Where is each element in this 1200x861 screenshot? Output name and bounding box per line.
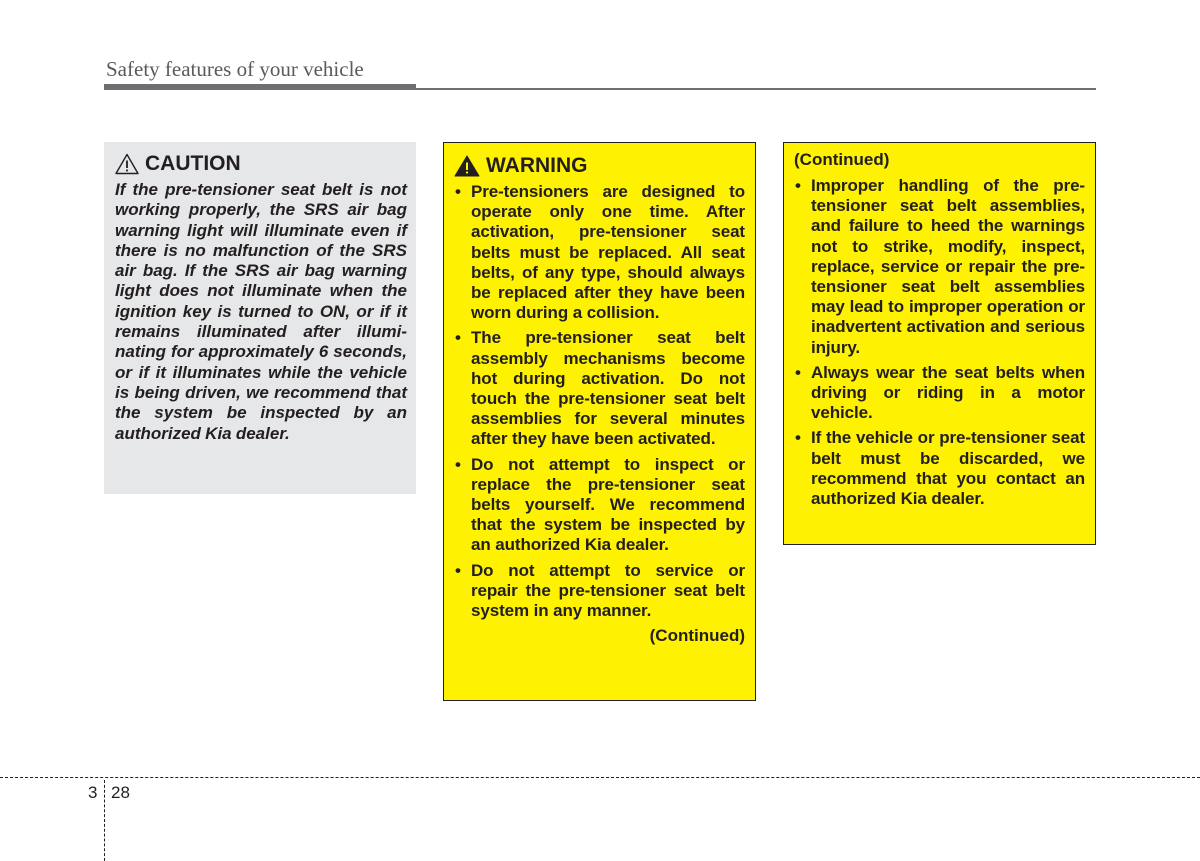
continued-label: (Continued): [649, 626, 745, 646]
caution-text: If the pre-tensioner seat belt is not working properly, the SRS air bag warning light will illuminate even if there is no malfunction of the SRS air bag. If the SRS air bag warning light does not illuminate when the ignition key is turned to ON, or if it remains illuminated after illuminating for approximately 6 seconds, or if it illuminates while the vehicle is being driven, we recommend that the system be inspected by an authorized Kia dealer.: [115, 180, 407, 443]
warning-item: • Do not attempt to inspect or replace the pre-tensioner seat belts yourself. We recommend that the system be inspected by an authorized Kia dealer.: [454, 455, 745, 556]
warning-item: • Improper handling of the pre-tensioner seat belt assemblies, and failure to heed the warnings not to strike, modify, inspect, replace, service or repair the pre-tensioner seat belt assemblies may lead to improper operation or inadvertent activation and serious injury.: [794, 176, 1085, 358]
warning-box: [443, 142, 756, 701]
continued-warning-box: [783, 142, 1096, 545]
warning-item: • The pre-tensioner seat belt assembly mechanisms become hot during activation. Do not touch the pre-tensioner seat belt assemblies for several minutes after they have been activated.: [454, 328, 745, 449]
continued-warning-list: [794, 176, 1085, 509]
caution-heading: [115, 152, 407, 176]
warning-heading: [454, 154, 745, 178]
caution-title: CAUTION: [145, 152, 241, 175]
warning-item: • Always wear the seat belts when driving or riding in a motor vehicle.: [794, 363, 1085, 424]
warning-list: [454, 182, 745, 621]
section-title: Safety features of your vehicle: [106, 57, 364, 81]
chapter-number: 3: [88, 783, 98, 802]
warning-item: • If the vehicle or pre-tensioner seat belt must be discarded, we recommend that you contact an authorized Kia dealer.: [794, 428, 1085, 509]
warning-title: WARNING: [486, 154, 588, 177]
footer-rule: [0, 777, 1200, 778]
caution-triangle-icon: [115, 153, 139, 175]
header-rule-thick: [104, 84, 416, 90]
header-rule-thin: [416, 88, 1096, 90]
footer-divider: [104, 780, 105, 861]
continued-label: (Continued): [794, 150, 890, 169]
caution-box: [104, 142, 416, 494]
warning-item: • Do not attempt to service or repair the pre-tensioner seat belt system in any manner.: [454, 561, 745, 622]
page-number: 28: [111, 783, 130, 802]
warning-triangle-icon: [454, 155, 480, 177]
warning-item: • Pre-tensioners are designed to operate only one time. After activation, pre-tensioner seat belts must be replaced. All seat belts, of any type, should always be replaced after they have been worn during a collision.: [454, 182, 745, 323]
